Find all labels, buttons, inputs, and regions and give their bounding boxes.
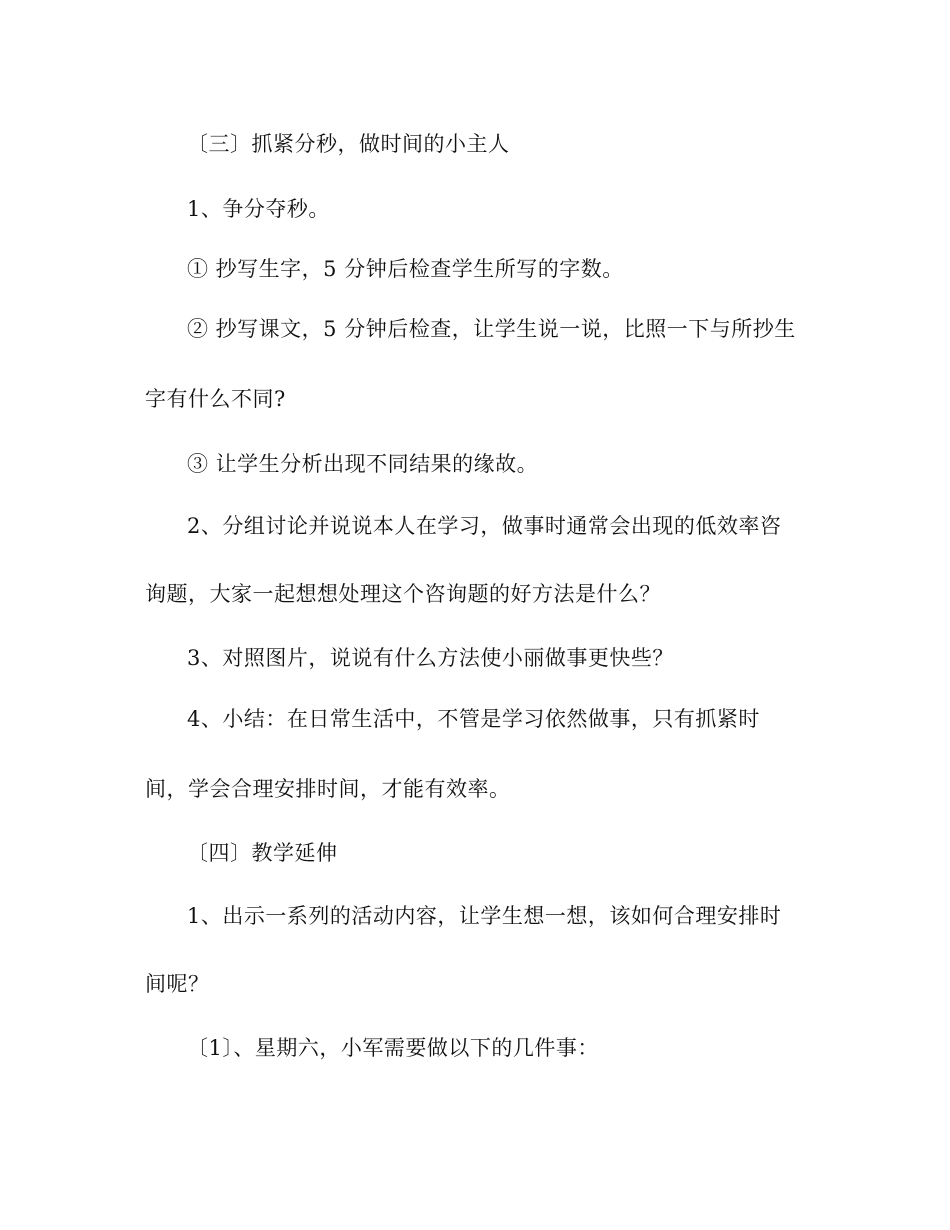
paragraph-extension-item-1-continued: 间呢？ bbox=[145, 972, 210, 996]
paragraph-subitem-2-continued: 字有什么不同? bbox=[145, 387, 286, 411]
paragraph-item-1: 1、争分夺秒。 bbox=[187, 197, 330, 221]
paragraph-extension-item-1: 1、出示一系列的活动内容，让学生想一想，该如何合理安排时 bbox=[187, 904, 782, 928]
paragraph-item-2: 2、分组讨论并说说本人在学习，做事时通常会出现的低效率咨 bbox=[187, 514, 782, 538]
paragraph-subitem-3: ③ 让学生分析出现不同结果的缘故。 bbox=[187, 452, 539, 476]
paragraph-extension-subitem-1: 〔1〕、星期六，小军需要做以下的几件事： bbox=[187, 1036, 599, 1060]
paragraph-item-2-continued: 询题，大家一起想想处理这个咨询题的好方法是什么？ bbox=[145, 582, 661, 606]
paragraph-item-4-continued: 间，学会合理安排时间，才能有效率。 bbox=[145, 777, 511, 801]
paragraph-item-4: 4、小结：在日常生活中，不管是学习依然做事，只有抓紧时 bbox=[187, 707, 760, 731]
paragraph-subitem-1: ① 抄写生字，5 分钟后检查学生所写的字数。 bbox=[187, 257, 624, 281]
paragraph-subitem-2: ② 抄写课文，5 分钟后检查，让学生说一说，比照一下与所抄生 bbox=[187, 317, 796, 341]
section-heading-3: 〔三〕抓紧分秒，做时间的小主人 bbox=[187, 132, 510, 156]
paragraph-item-3: 3、对照图片，说说有什么方法使小丽做事更快些？ bbox=[187, 646, 674, 670]
section-heading-4: 〔四〕教学延伸 bbox=[187, 841, 338, 865]
